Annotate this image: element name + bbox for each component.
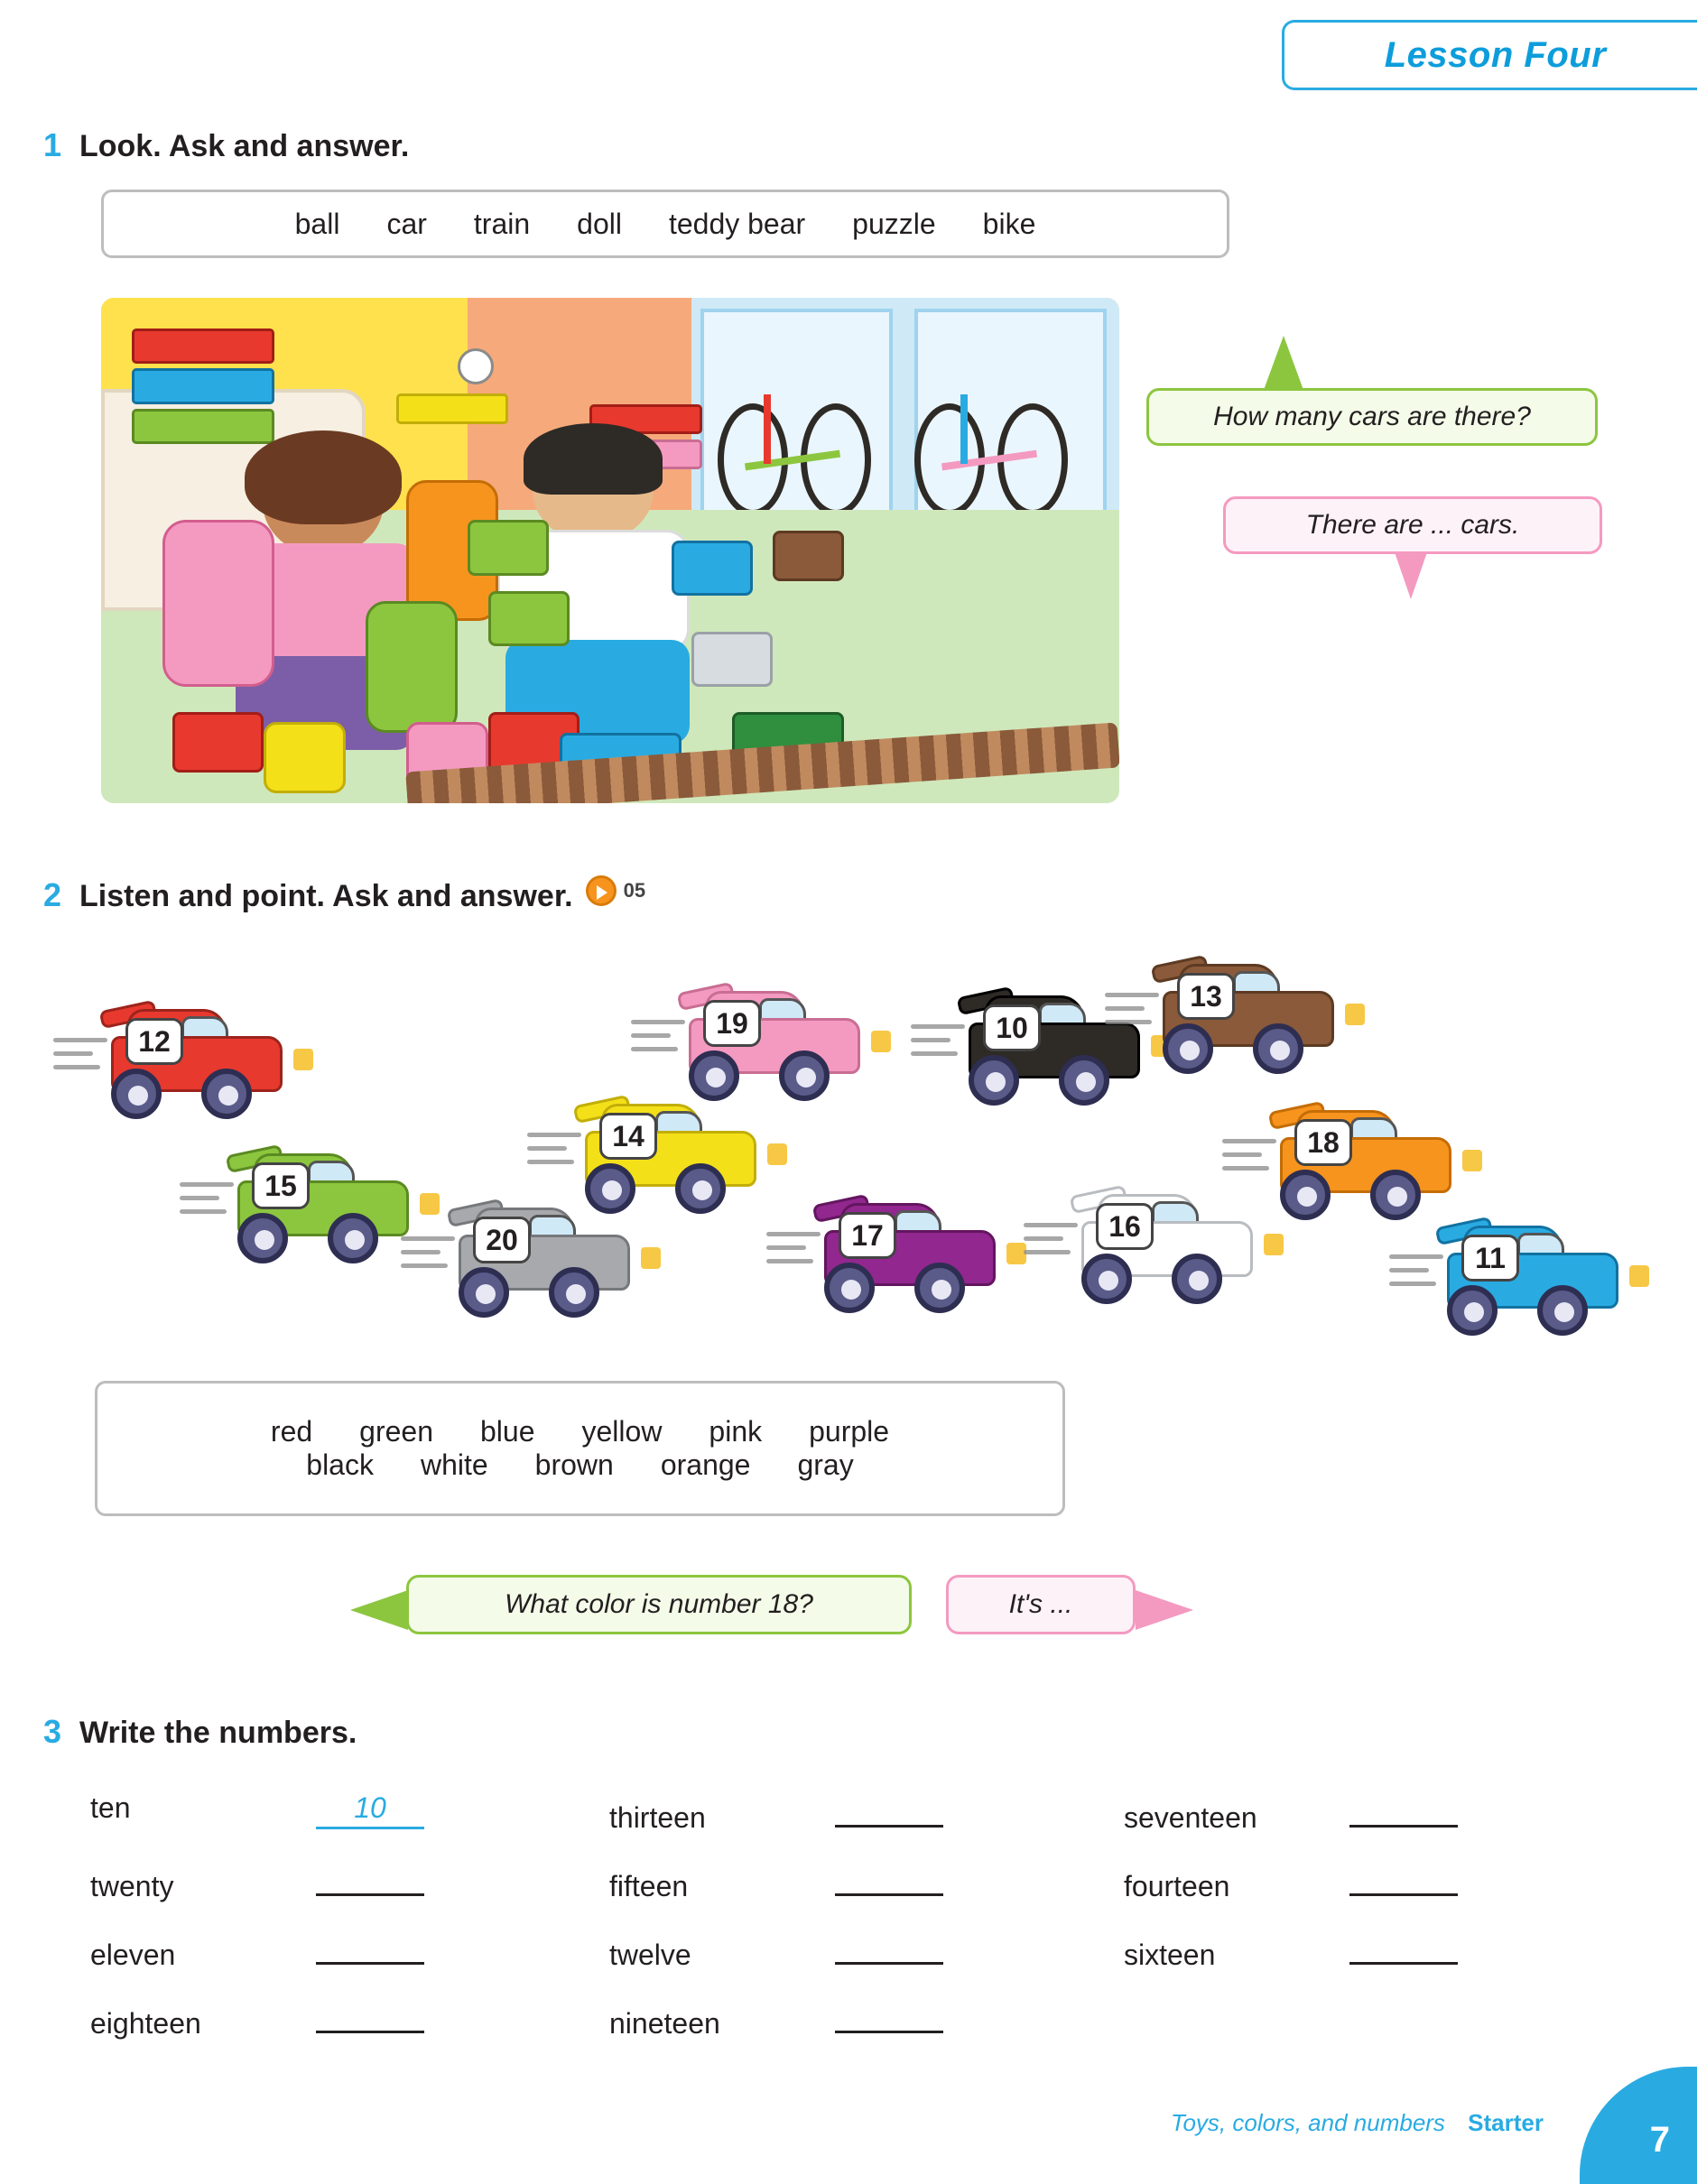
wordbank-toys [101,190,1229,258]
number-word-eleven: eleven [90,1939,176,1971]
wordbank-color-gray: gray [797,1448,854,1481]
race-car-number: 11 [1461,1235,1519,1282]
bike-green-icon [718,372,872,516]
teddy-bear-pink [162,520,274,687]
race-car-20 [442,1200,650,1318]
race-car-number: 14 [599,1113,657,1160]
numbers-column-1 [90,1791,424,2066]
wordbank-color-green: green [359,1415,433,1448]
exercise-2-heading [43,875,645,914]
wordbank-toys-item-3: doll [577,207,622,240]
wordbank-color-brown: brown [534,1448,614,1481]
teddy-bear-green [366,601,458,733]
number-row [90,1791,424,1860]
answer-blank-thirteen[interactable] [835,1791,943,1828]
answer-blank-fourteen[interactable] [1349,1860,1458,1896]
speech-bubble-tail-4 [1136,1590,1193,1630]
number-row [609,1997,943,2066]
speech-bubble-answer-2-text: It's ... [1008,1589,1073,1619]
wordbank-toys-item-5: puzzle [852,207,936,240]
number-word-thirteen: thirteen [609,1801,706,1834]
wordbank-toys-item-6: bike [982,207,1036,240]
wordbank-colors-row-2 [97,1448,1062,1482]
race-car-number: 17 [839,1212,896,1259]
toy-train-brown [773,531,844,581]
race-car-16 [1065,1187,1273,1304]
toy-car-white [691,632,773,688]
audio-play-icon[interactable] [586,875,645,906]
toy-box-red [132,329,274,364]
exercise-2-title: Listen and point. Ask and answer. [79,879,573,913]
speed-lines-icon [1105,984,1159,1033]
wordbank-color-red: red [270,1415,313,1448]
exercise-2-number: 2 [43,876,62,913]
number-word-ten: ten [90,1791,131,1824]
speed-lines-icon [53,1029,107,1078]
race-car-number: 18 [1294,1119,1352,1166]
footer [1171,2109,1544,2137]
wordbank-color-orange: orange [660,1448,751,1481]
number-row [609,1929,943,1997]
speed-lines-icon [631,1011,685,1060]
number-row [1124,1929,1458,1997]
exercise-3-number: 3 [43,1713,62,1750]
exercise-1-title: Look. Ask and answer. [79,129,410,163]
footer-unit-title: Toys, colors, and numbers [1170,2109,1445,2136]
exercise-3-heading [43,1713,357,1751]
race-car-number: 15 [252,1162,310,1209]
race-car-number: 19 [703,1000,761,1047]
wordbank-color-black: black [306,1448,374,1481]
wordbank-colors-row-1 [97,1415,1062,1448]
speech-bubble-tail-2 [1395,552,1427,599]
race-car-number: 13 [1177,973,1235,1020]
lesson-banner-label: Lesson Four [1384,34,1607,75]
number-row [90,1997,424,2066]
wordbank-color-pink: pink [709,1415,763,1448]
race-car-number: 12 [125,1018,183,1065]
wordbank-color-blue: blue [480,1415,535,1448]
speech-bubble-question-2 [406,1575,912,1634]
toy-car-green [488,591,570,647]
speech-bubble-question-1 [1146,388,1598,446]
toy-car-green-2 [468,520,549,576]
race-car-13 [1146,957,1354,1074]
number-word-fourteen: fourteen [1124,1870,1230,1902]
speech-bubble-answer-1 [1223,496,1602,554]
toy-box-green [132,409,274,444]
wordbank-color-yellow: yellow [581,1415,663,1448]
race-car-11 [1431,1218,1638,1336]
speech-bubble-tail-1 [1264,336,1303,390]
doll-yellow [264,722,345,792]
race-car-14 [569,1097,776,1214]
speed-lines-icon [911,1015,965,1065]
exercise-3-title: Write the numbers. [79,1716,357,1750]
wordbank-color-purple: purple [809,1415,890,1448]
wordbank-colors [95,1381,1065,1516]
toy-box-yellow [396,393,508,424]
answer-blank-seventeen[interactable] [1349,1791,1458,1828]
toy-car-blue [672,541,753,597]
race-car-number: 16 [1096,1203,1154,1250]
number-row [1124,1860,1458,1929]
speed-lines-icon [1024,1214,1078,1263]
answer-blank-nineteen[interactable] [835,1997,943,2033]
speech-bubble-answer-1-text: There are ... cars. [1305,510,1520,540]
wordbank-toys-item-2: train [473,207,531,240]
wordbank-color-white: white [420,1448,488,1481]
race-car-19 [672,984,880,1101]
speech-bubble-tail-3 [350,1590,408,1630]
wordbank-toys-item-0: ball [294,207,340,240]
speed-lines-icon [401,1227,455,1277]
exercise-1-illustration [101,298,1119,803]
audio-track-number: 05 [623,879,646,902]
numbers-column-2 [609,1791,943,2066]
numbers-column-3 [1124,1791,1458,1997]
number-word-seventeen: seventeen [1124,1801,1257,1834]
speech-bubble-answer-2 [946,1575,1136,1634]
speed-lines-icon [1222,1130,1276,1180]
answer-blank-twenty[interactable] [316,1860,424,1896]
answer-blank-eleven[interactable] [316,1929,424,1965]
wordbank-toys-item-4: teddy bear [668,207,806,240]
speech-bubble-question-1-text: How many cars are there? [1213,402,1531,431]
race-car-18 [1264,1103,1471,1220]
race-car-number: 10 [983,1004,1041,1051]
answer-blank-ten[interactable]: 10 [316,1791,424,1829]
number-word-nineteen: nineteen [609,2007,720,2040]
page-number-tab [1580,2067,1697,2184]
footer-level: Starter [1468,2109,1544,2136]
race-car-17 [808,1196,1015,1313]
exercise-1-heading [43,126,409,164]
toy-car-red-1 [172,712,264,773]
bike-pink-icon [914,372,1069,516]
toy-box-blue [132,368,274,403]
wordbank-toys-item-1: car [386,207,427,240]
speed-lines-icon [180,1173,234,1223]
lamp-icon [458,348,494,384]
race-car-12 [95,1002,302,1119]
speed-lines-icon [527,1124,581,1173]
lesson-banner [1282,20,1697,90]
number-row [609,1860,943,1929]
race-car-15 [221,1146,429,1263]
number-word-twelve: twelve [609,1939,691,1971]
number-row [90,1860,424,1929]
answer-blank-eighteen[interactable] [316,1997,424,2033]
exercise-1-number: 1 [43,126,62,163]
answer-blank-fifteen[interactable] [835,1860,943,1896]
speed-lines-icon [1389,1245,1443,1295]
answer-blank-sixteen[interactable] [1349,1929,1458,1965]
number-word-twenty: twenty [90,1870,174,1902]
speed-lines-icon [766,1223,821,1272]
answer-blank-twelve[interactable] [835,1929,943,1965]
speech-bubble-question-2-text: What color is number 18? [505,1589,813,1619]
number-word-fifteen: fifteen [609,1870,689,1902]
number-word-eighteen: eighteen [90,2007,201,2040]
number-row [90,1929,424,1997]
race-car-number: 20 [473,1217,531,1263]
page-number: 7 [1649,2120,1670,2160]
number-row [609,1791,943,1860]
number-row [1124,1791,1458,1860]
number-word-sixteen: sixteen [1124,1939,1216,1971]
